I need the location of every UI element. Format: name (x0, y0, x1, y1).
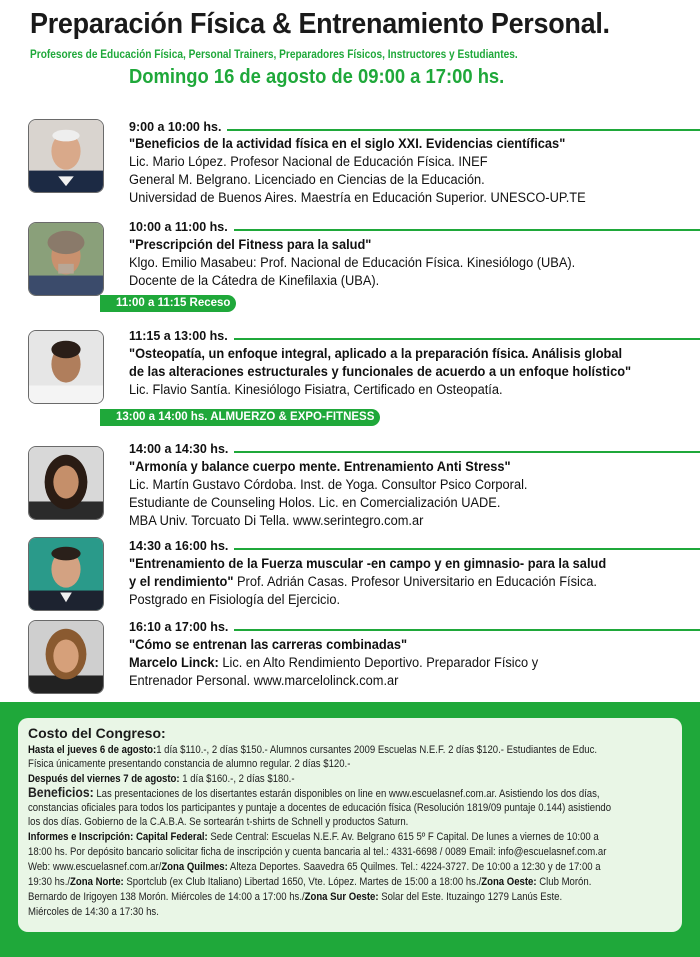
divider-line (234, 338, 700, 340)
session-time: 11:15 a 13:00 hs. (129, 329, 228, 343)
session-title: "Cómo se entrenan las carreras combinadas" (129, 637, 408, 652)
costs-title: Costo del Congreso: (28, 725, 166, 741)
speaker-photo-santia (28, 330, 104, 404)
divider-line (234, 629, 700, 631)
inscription-line: 18:00 hs. Por depósito bancario solicitar ficha de inscripción y cuenta bancaria al tel.: 4331-6698 / 0089 Email: info@escuelasnef.com.ar (28, 846, 607, 858)
session-detail: Docente de la Cátedra de Kinefilaxia (UBA). (129, 273, 380, 288)
cost-text: 1 día $110.-, 2 días $150.- Alumnos cursantes 2009 Escuelas N.E.F. 2 días $120.- Estudiantes de Educ. (156, 744, 598, 756)
session-time-row (129, 118, 700, 134)
session-title: "Beneficios de la actividad física en el siglo XXI. Evidencias científicas" (129, 136, 566, 151)
speaker-text: Prof. Adrián Casas. Profesor Universitario en Educación Física. (233, 574, 597, 589)
session-time: 16:10 a 17:00 hs. (129, 620, 229, 634)
break-label: 13:00 a 14:00 hs. ALMUERZO & EXPO-FITNESS (100, 409, 380, 426)
speaker-name: Marcelo Linck: (129, 655, 219, 670)
session-time-row (129, 440, 700, 456)
zone-text: Sportclub (ex Club Italiano) Libertad 1650, Vte. López. Martes de 15:00 a 18:00 hs./ (123, 876, 482, 888)
session-detail (129, 573, 597, 591)
event-date: Domingo 16 de agosto de 09:00 a 17:00 hs. (129, 66, 505, 88)
break-label: 11:00 a 11:15 Receso (100, 295, 236, 312)
session-detail: Lic. Flavio Santía. Kinesiólogo Fisiatra, Certificado en Osteopatía. (129, 382, 503, 397)
zone-text: Solar del Este. Ituzaingo 1279 Lanús Este. (378, 891, 563, 903)
zone-text: Club Morón. (536, 876, 592, 888)
cost-text: 1 día $160.-, 2 días $180.- (179, 773, 295, 785)
session-detail: MBA Univ. Torcuato Di Tella. www.serintegro.com.ar (129, 513, 424, 528)
session-title: "Armonía y balance cuerpo mente. Entrenamiento Anti Stress" (129, 459, 511, 474)
benefits-line: constancias oficiales para todos los participantes y puntaje a docentes de educación física (Resolución 1819/09 puntaje 0.144) asistiendo (28, 802, 612, 814)
break-banner (100, 295, 236, 312)
session-detail: Universidad de Buenos Aires. Maestría en Educación Superior. UNESCO-UP.TE (129, 190, 586, 205)
session-time: 10:00 a 11:00 hs. (129, 220, 228, 234)
web-text: Web: www.escuelasnef.com.ar/ (28, 861, 162, 873)
divider-line (234, 548, 700, 550)
session-detail: General M. Belgrano. Licenciado en Ciencias de la Educación. (129, 172, 485, 187)
session-time-row (129, 537, 700, 553)
session-time-row (129, 218, 700, 234)
session-title: "Prescripción del Fitness para la salud" (129, 237, 372, 252)
session-detail (129, 654, 538, 672)
session-title: "Osteopatía, un enfoque integral, aplicado a la preparación física. Análisis global (129, 346, 623, 361)
session-title-end: y el rendimiento" (129, 574, 234, 589)
cost-label: Después del viernes 7 de agosto: (28, 773, 180, 785)
session-time: 14:30 a 16:00 hs. (129, 539, 229, 553)
benefits-line (28, 785, 600, 802)
zone-text: Bernardo de Irigoyen 138 Morón. Miércoles de 14:00 a 17:00 hs./ (28, 891, 305, 903)
cost-line: Física únicamente presentando constancia de alumno regular. 2 días $120.- (28, 758, 351, 770)
benefits-line: los dos días. Gobierno de la C.A.B.A. Se sortearán t-shirts de Schnell y productos Saturn. (28, 816, 409, 828)
zone-label: Zona Oeste: (481, 876, 537, 888)
speaker-photo-casas (28, 537, 104, 611)
speaker-photo-masabeu (28, 222, 104, 296)
divider-line (234, 229, 700, 231)
session-detail: Lic. Martín Gustavo Córdoba. Inst. de Yoga. Consultor Psico Corporal. (129, 477, 528, 492)
speaker-text: Lic. en Alto Rendimiento Deportivo. Preparador Físico y (218, 655, 539, 670)
cost-label: Hasta el jueves 6 de agosto: (28, 744, 157, 756)
session-detail: Entrenador Personal. www.marcelolinck.com.ar (129, 673, 399, 688)
zone-text: Alteza Deportes. Saavedra 65 Quilmes. Tel.: 4224-3727. De 10:00 a 12:30 y de 17:00 a (227, 861, 601, 873)
inscription-text: Sede Central: Escuelas N.E.F. Av. Belgrano 615 5º F Capital. De lunes a viernes de 10:00 a (207, 831, 599, 843)
session-detail: Estudiante de Counseling Holos. Lic. en Comercialización UADE. (129, 495, 501, 510)
benefits-text: Las presentaciones de los disertantes estarán disponibles on line en www.escuelasnef.com.ar. Asistiendo los dos días, (93, 788, 600, 800)
inscription-line (28, 890, 562, 905)
session-title: "Entrenamiento de la Fuerza muscular -en campo y en gimnasio- para la salud (129, 556, 607, 571)
divider-line (227, 129, 700, 131)
zone-label: Zona Quilmes: (161, 861, 228, 873)
inscription-line (28, 875, 591, 890)
speaker-photo-lopez (28, 119, 104, 193)
session-title: de las alteraciones estructurales y funcionales de acuerdo a un enfoque holístico" (129, 364, 632, 379)
audience-subtitle: Profesores de Educación Física, Personal Trainers, Preparadores Físicos, Instructores y Estudiantes. (30, 49, 518, 61)
session-time: 9:00 a 10:00 hs. (129, 120, 222, 134)
break-banner (100, 409, 380, 426)
divider-line (234, 451, 700, 453)
session-time-row (129, 327, 700, 343)
inscription-line (28, 860, 601, 875)
page-title: Preparación Física & Entrenamiento Personal. (30, 8, 610, 40)
session-detail: Postgrado en Fisiología del Ejercicio. (129, 592, 341, 607)
zone-text: 19:30 hs./ (28, 876, 71, 888)
benefits-label: Beneficios: (28, 784, 94, 800)
session-detail: Klgo. Emilio Masabeu: Prof. Nacional de Educación Física. Kinesiólogo (UBA). (129, 255, 576, 270)
inscription-label: Informes e Inscripción: Capital Federal: (28, 831, 208, 843)
zone-label: Zona Sur Oeste: (304, 891, 379, 903)
session-time: 14:00 a 14:30 hs. (129, 442, 229, 456)
speaker-photo-linck (28, 620, 104, 694)
speaker-photo-cordoba (28, 446, 104, 520)
session-detail: Lic. Mario López. Profesor Nacional de Educación Física. INEF (129, 154, 488, 169)
session-time-row (129, 618, 700, 634)
inscription-line (28, 830, 599, 845)
inscription-line: Miércoles de 14:30 a 17:30 hs. (28, 906, 159, 918)
cost-line (28, 743, 597, 758)
zone-label: Zona Norte: (70, 876, 124, 888)
